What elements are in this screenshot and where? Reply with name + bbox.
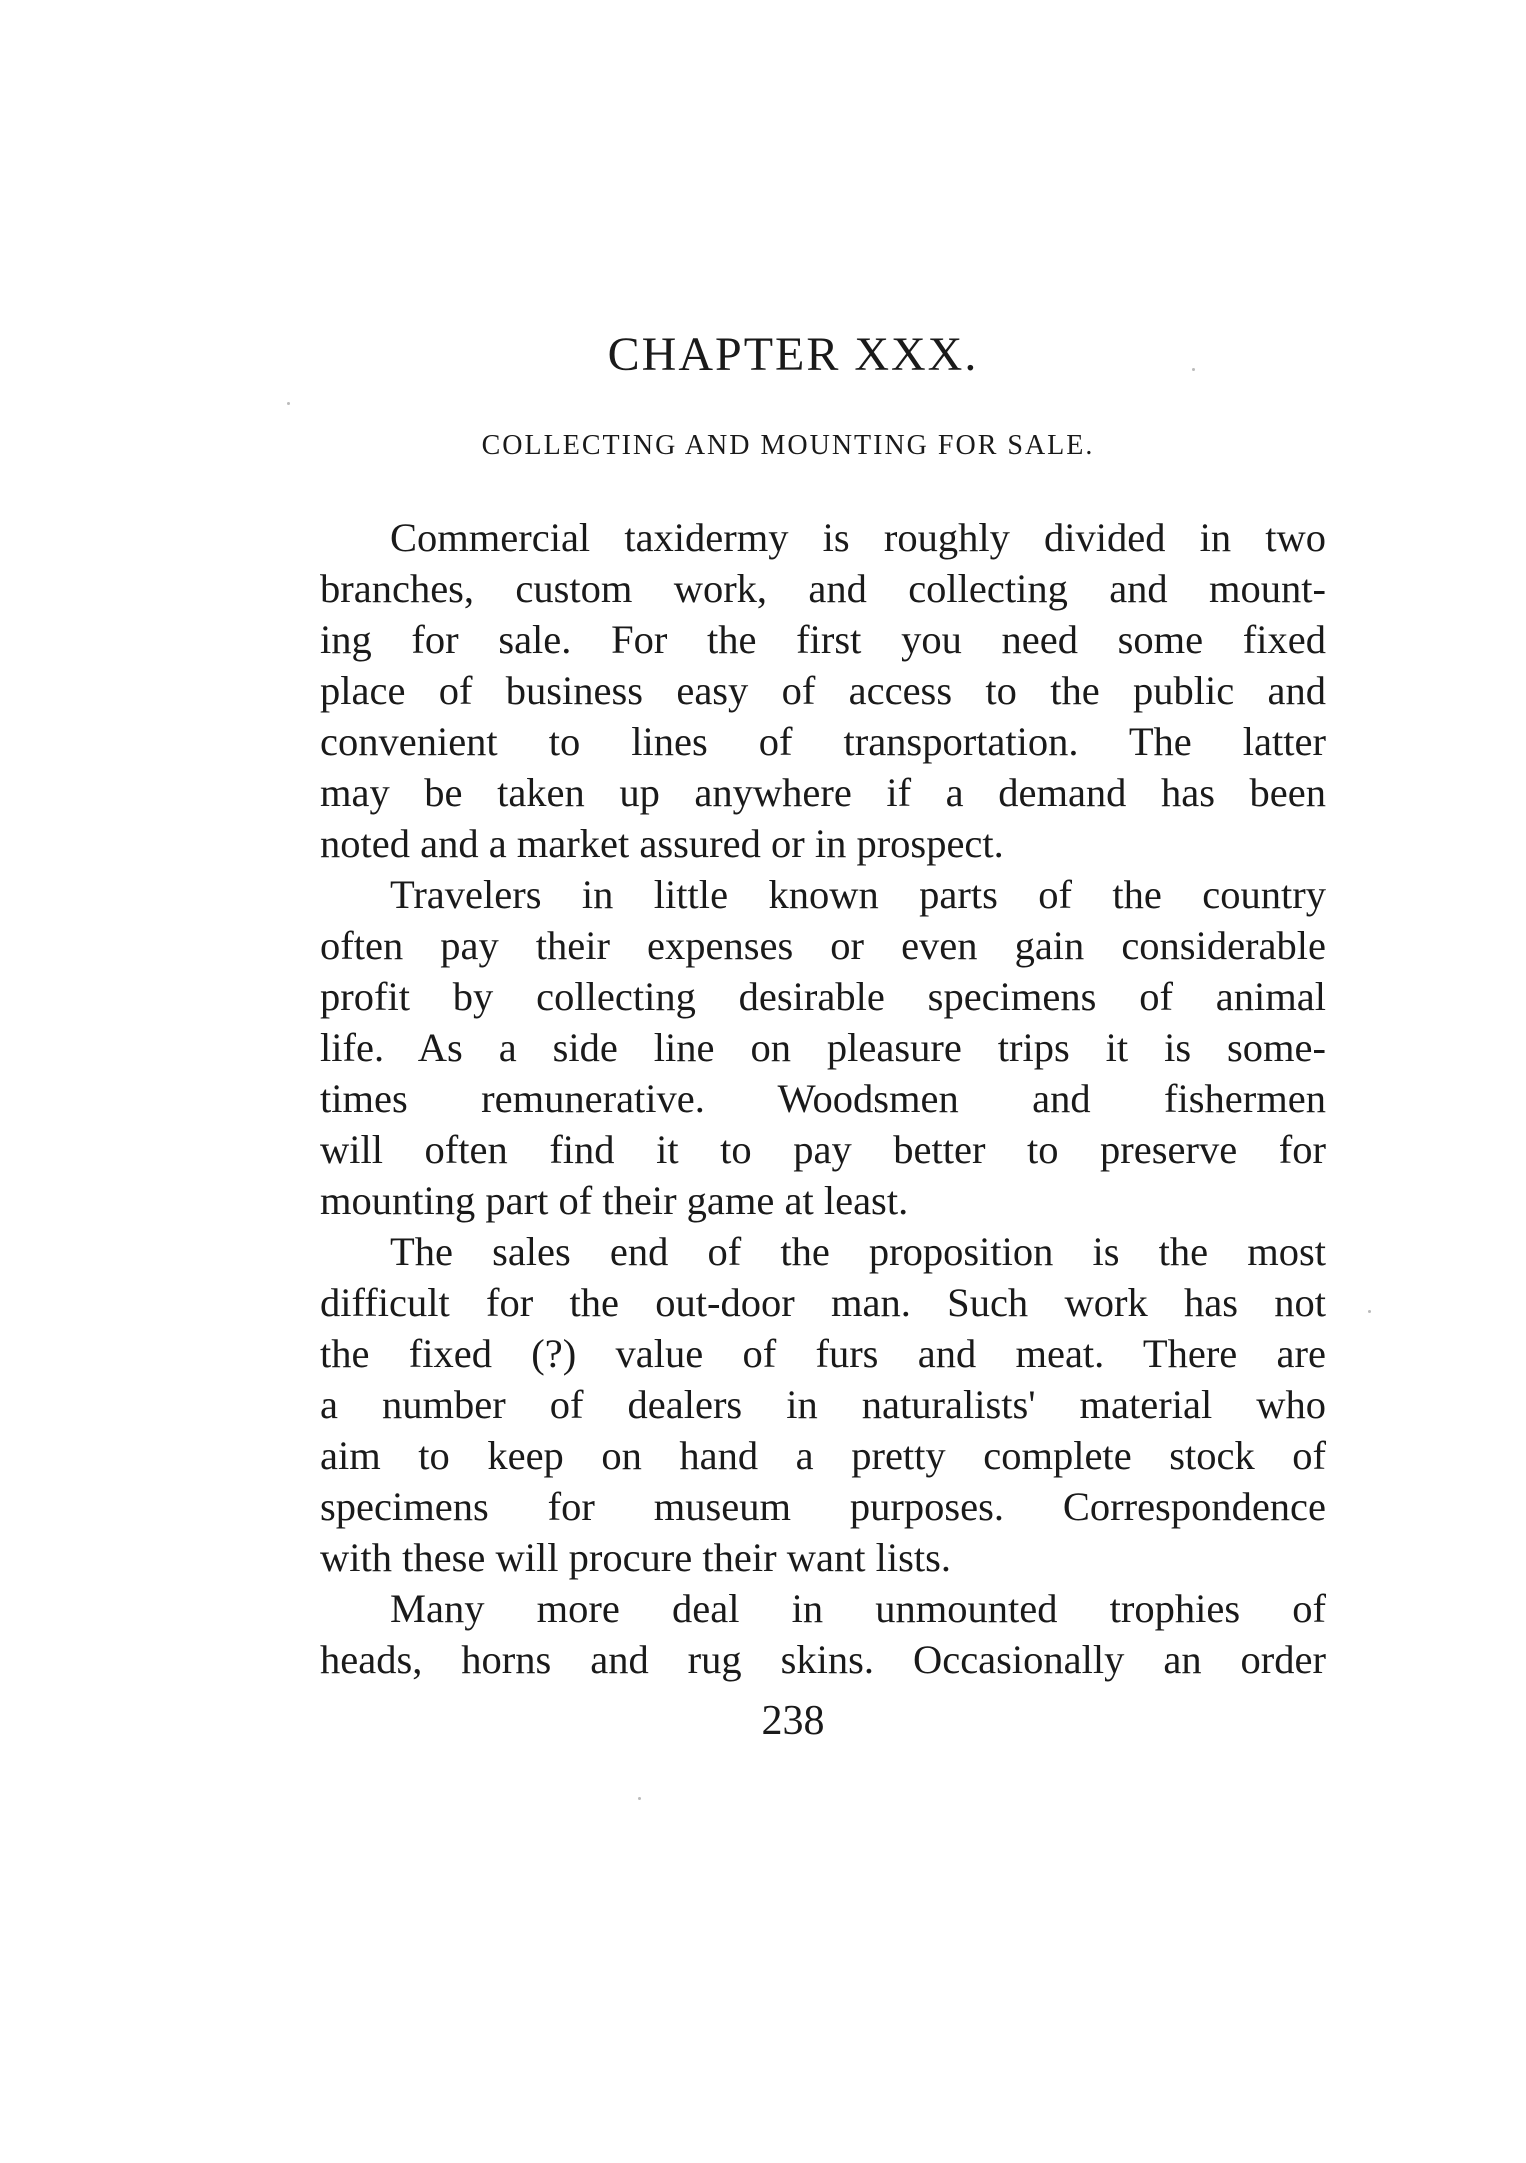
print-speck (1368, 1310, 1371, 1313)
paragraph-4 (320, 1583, 1326, 1685)
text-line: aim to keep on hand a pretty complete stock of (320, 1433, 1326, 1478)
text-line: difficult for the out-door man. Such work has not (320, 1280, 1326, 1325)
text-line: profit by collecting desirable specimens of animal (320, 974, 1326, 1019)
page-number: 238 (761, 1698, 825, 1744)
text-line: place of business easy of access to the public and (320, 668, 1326, 713)
chapter-subtitle: COLLECTING AND MOUNTING FOR SALE. (481, 430, 1095, 461)
text-line: Many more deal in unmounted trophies of (390, 1586, 1326, 1631)
text-line: a number of dealers in naturalists' material who (320, 1382, 1326, 1427)
text-line: Commercial taxidermy is roughly divided in two (390, 515, 1326, 560)
text-line: mounting part of their game at least. (320, 1178, 909, 1223)
chapter-title: CHAPTER XXX. (607, 328, 979, 381)
text-line: life. As a side line on pleasure trips it is some- (320, 1025, 1326, 1070)
text-line: branches, custom work, and collecting and mount- (320, 566, 1326, 611)
text-line: times remunerative. Woodsmen and fishermen (320, 1076, 1326, 1121)
text-line: will often find it to pay better to preserve for (320, 1127, 1326, 1172)
text-line: convenient to lines of transportation. The latter (320, 719, 1326, 764)
print-speck (1192, 368, 1195, 371)
text-line: ing for sale. For the first you need some fixed (320, 617, 1326, 662)
text-line: specimens for museum purposes. Correspondence (320, 1484, 1326, 1529)
text-line: noted and a market assured or in prospect. (320, 821, 1004, 866)
body-text (320, 512, 1326, 1685)
print-speck (638, 1797, 641, 1800)
text-line: The sales end of the proposition is the most (390, 1229, 1326, 1274)
paragraph-2 (320, 869, 1326, 1226)
text-line: may be taken up anywhere if a demand has been (320, 770, 1326, 815)
text-line: Travelers in little known parts of the country (390, 872, 1326, 917)
paragraph-1 (320, 512, 1326, 869)
print-speck (287, 402, 290, 405)
text-line: the fixed (?) value of furs and meat. There are (320, 1331, 1326, 1376)
text-line: with these will procure their want lists. (320, 1535, 951, 1580)
text-line: heads, horns and rug skins. Occasionally an order (320, 1637, 1326, 1682)
paragraph-3 (320, 1226, 1326, 1583)
text-line: often pay their expenses or even gain considerable (320, 923, 1326, 968)
